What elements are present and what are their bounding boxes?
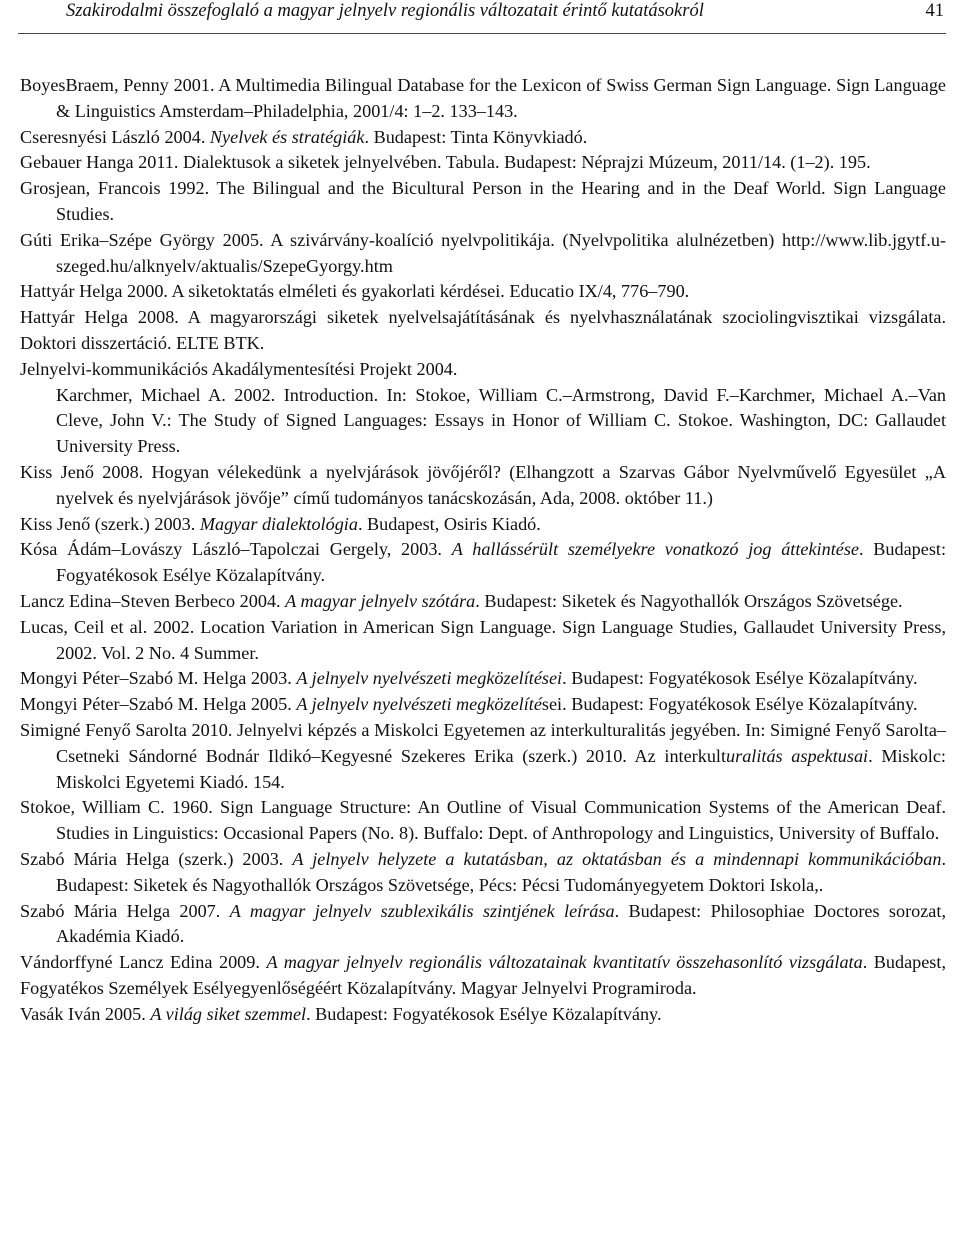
reference-entry [20,899,946,951]
reference-text: Vándorffyné Lancz Edina 2009. [20,952,267,973]
reference-entry [20,666,946,692]
reference-entry [20,305,946,357]
reference-text: Simigné Fenyő Sarolta 2010. Jelnyelvi képzés a Miskolci Egyetemen az interkulturalitás jegyében. In: Simigné Fenyő Sarolta–Csetneki Sándorné Bodnár Ildikó–Kegyesné Szekeres Erika (szerk.) 2010. Az interkult [20,719,946,766]
reference-text: Grosjean, Francois 1992. The Bilingual and the Bicultural Person in the Hearing and in the Deaf World. Sign Language Studies. [20,178,946,224]
reference-text: . Miskolc: Miskolci Egyetemi Kiadó. 154. [56,745,946,792]
running-header-title: Szakirodalmi összefoglaló a magyar jelnyelv regionális változatait érintő kutatásokról [66,1,704,21]
reference-text: Gúti Erika–Szépe György 2005. A szivárvány-koalíció nyelvpolitikája. (Nyelvpolitika alulnézetben) http://www.lib.jgytf.u-szeged.hu/alknyelv/aktualis/SzepeGyorgy.htm [20,229,946,276]
reference-title-italic: A világ siket szemmel [150,1003,307,1024]
reference-entry [20,950,946,1002]
reference-entry [20,176,946,228]
reference-text: Lancz Edina–Steven Berbeco 2004. [20,590,286,611]
reference-entry [20,615,946,667]
reference-title-italic: A magyar jelnyelv regionális változatainak kvantitatív összehasonlító vizsgálata [266,952,863,973]
reference-title-italic: A jelnyelv helyzete a kutatásban, az oktatásban és a mindennapi kommunikációban [292,848,942,869]
reference-entry [20,125,946,151]
reference-entry [20,512,946,538]
reference-entry [20,383,946,460]
reference-entry [20,150,946,176]
reference-title-italic: A hallássérült személyekre vonatkozó jog áttekintése [451,539,859,560]
bibliography-list [20,73,946,1027]
reference-entry [20,357,946,383]
reference-entry [20,718,946,795]
reference-title-italic: Nyelvek és stratégiák [209,126,365,147]
reference-text: . Budapest: Siketek és Nagyothallók Országos Szövetsége. [475,590,903,611]
reference-entry [20,692,946,718]
reference-entry [20,537,946,589]
reference-text: . Budapest: Tinta Könyvkiadó. [364,126,588,147]
reference-entry [20,279,946,305]
reference-text: Mongyi Péter–Szabó M. Helga 2003. [20,668,297,689]
reference-text: Kósa Ádám–Lovászy László–Tapolczai Gergely, 2003. [20,539,452,560]
reference-entry [20,1002,946,1028]
reference-text: Karchmer, Michael A. 2002. Introduction. In: Stokoe, William C.–Armstrong, David F.–Karchmer, Michael A.–Van Cleve, John V.: The Study of Signed Languages: Essays in Honor of William C. Stokoe. Washington, DC: Gallaudet University Press. [56,384,946,457]
reference-entry [20,795,946,847]
reference-text: Vasák Iván 2005. [20,1003,151,1024]
page-number: 41 [925,1,944,21]
reference-title-italic: A jelnyelv nyelvészeti megközelítései [296,668,563,689]
running-header [0,0,960,40]
reference-text: Kiss Jenő (szerk.) 2003. [20,513,200,534]
reference-text: . Budapest: Siketek és Nagyothallók Országos Szövetsége, Pécs: Pécsi Tudományegyetem Doktori Iskola,. [56,848,946,895]
reference-text: . Budapest, Fogyatékos Személyek Esélyegyenlőségéért Közalapítvány. Magyar Jelnyelvi Programiroda. [20,952,946,998]
reference-text: Mongyi Péter–Szabó M. Helga 2005. [20,694,297,715]
header-divider [18,33,946,34]
reference-text: . Budapest: Fogyatékosok Esélye Közalapítvány. [562,668,918,689]
reference-text: Gebauer Hanga 2011. Dialektusok a siketek jelnyelvében. Tabula. Budapest: Néprajzi Múzeum, 2011/14. (1–2). 195. [20,152,871,173]
reference-text: Hattyár Helga 2008. A magyarországi siketek nyelvelsajátításának és nyelvhasználatának szociolingvisztikai vizsgálata. Doktori disszertáció. ELTE BTK. [20,307,946,353]
reference-text: . Budapest, Osiris Kiadó. [357,513,541,534]
reference-entry [20,73,946,125]
reference-text: Hattyár Helga 2000. A siketoktatás elméleti és gyakorlati kérdései. Educatio IX/4, 776–790. [20,281,690,302]
reference-text: . Budapest: Fogyatékosok Esélye Közalapítvány. [306,1003,662,1024]
reference-text: Kiss Jenő 2008. Hogyan vélekedünk a nyelvjárások jövőjéről? (Elhangzott a Szarvas Gábor Nyelvművelő Egyesület „A nyelvek és nyelvjárások jövője” című tudományos tanácskozásán, Ada, 2008. október 11.) [20,461,946,508]
reference-text: BoyesBraem, Penny 2001. A Multimedia Bilingual Database for the Lexicon of Swiss German Sign Language. Sign Language & Linguistics Amsterdam–Philadelphia, 2001/4: 1–2. 133–143. [20,75,946,121]
reference-text: Szabó Mária Helga 2007. [20,900,230,921]
reference-text: Cseresnyési László 2004. [20,126,210,147]
reference-text: Jelnyelvi-kommunikációs Akadálymentesítési Projekt 2004. [20,358,458,379]
reference-text: . Budapest: Fogyatékosok Esélye Közalapítvány. [56,539,947,586]
reference-title-italic: Magyar dialektológia [199,513,358,534]
reference-text: sei. Budapest: Fogyatékosok Esélye Közalapítvány. [541,694,918,715]
reference-title-italic: A jelnyelv nyelvészeti megközelíté [296,694,542,715]
reference-title-italic: A magyar jelnyelv szublexikális szintjének leírása [229,900,615,921]
reference-entry [20,228,946,280]
reference-text: Lucas, Ceil et al. 2002. Location Variation in American Sign Language. Sign Language Studies, Gallaudet University Press, 2002. Vol. 2 No. 4 Summer. [20,616,946,663]
reference-text: . Budapest: Philosophiae Doctores sorozat, Akadémia Kiadó. [56,900,946,947]
reference-text: Stokoe, William C. 1960. Sign Language Structure: An Outline of Visual Communication Systems of the American Deaf. Studies in Linguistics: Occasional Papers (No. 8). Buffalo: Dept. of Anthropology and Linguistics, University of Buffalo. [20,797,946,844]
reference-entry [20,847,946,899]
reference-title-italic: uralitás aspektusai [726,745,869,766]
reference-text: Szabó Mária Helga (szerk.) 2003. [20,848,293,869]
reference-entry [20,460,946,512]
reference-entry [20,589,946,615]
reference-title-italic: A magyar jelnyelv szótára [285,590,476,611]
